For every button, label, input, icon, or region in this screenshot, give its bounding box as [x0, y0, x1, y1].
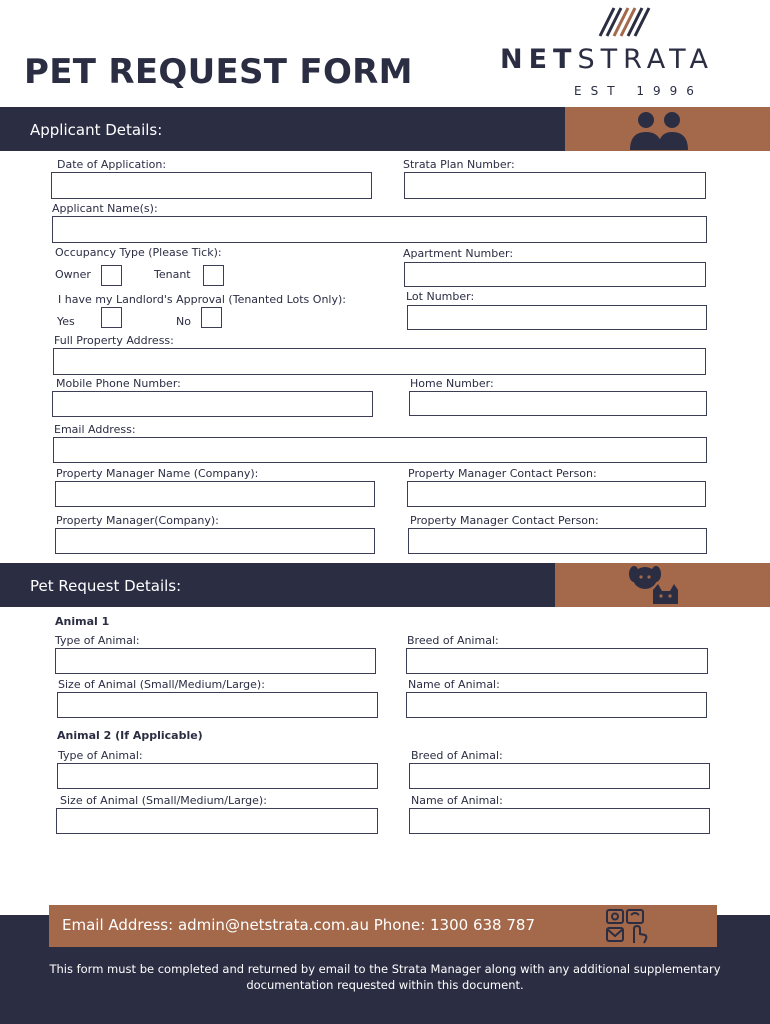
animal-2-size-field[interactable] — [56, 808, 378, 834]
pm-company-label: Property Manager(Company): — [56, 514, 219, 527]
footer-contact-text: Email Address: admin@netstrata.com.au Phone: 1300 638 787 — [62, 916, 535, 934]
landlord-no-checkbox[interactable] — [201, 307, 222, 328]
pet-section-title: Pet Request Details: — [30, 577, 182, 595]
applicant-names-field[interactable] — [52, 216, 707, 243]
animal-2-size-label: Size of Animal (Small/Medium/Large): — [60, 794, 267, 807]
applicant-section-title: Applicant Details: — [30, 121, 163, 139]
email-address-label: Email Address: — [54, 423, 136, 436]
animal-2-breed-label: Breed of Animal: — [411, 749, 503, 762]
dog-cat-icon — [627, 564, 679, 606]
animal-2-type-label: Type of Animal: — [58, 749, 143, 762]
pm-contact-person-field-2[interactable] — [408, 528, 707, 554]
animal-2-name-label: Name of Animal: — [411, 794, 503, 807]
lot-number-label: Lot Number: — [406, 290, 475, 303]
animal-1-name-field[interactable] — [406, 692, 707, 718]
home-number-label: Home Number: — [410, 377, 494, 390]
animal-1-type-field[interactable] — [55, 648, 376, 674]
animal-1-type-label: Type of Animal: — [55, 634, 140, 647]
no-label: No — [176, 315, 191, 328]
landlord-approval-label: I have my Landlord's Approval (Tenanted Lots Only): — [58, 293, 346, 306]
owner-checkbox[interactable] — [101, 265, 122, 286]
date-of-application-field[interactable] — [51, 172, 372, 199]
animal-1-size-label: Size of Animal (Small/Medium/Large): — [58, 678, 265, 691]
lot-number-field[interactable] — [407, 305, 707, 330]
owner-label: Owner — [55, 268, 91, 281]
pm-contact-person-label-2: Property Manager Contact Person: — [410, 514, 599, 527]
home-number-field[interactable] — [409, 391, 707, 416]
animal-1-name-label: Name of Animal: — [408, 678, 500, 691]
netstrata-logo-icon — [598, 6, 654, 38]
email-address-field[interactable] — [53, 437, 707, 463]
footer-note-line-2: documentation requested within this document. — [246, 978, 524, 992]
tenant-label: Tenant — [154, 268, 191, 281]
animal-1-heading: Animal 1 — [55, 615, 110, 628]
animal-2-name-field[interactable] — [409, 808, 710, 834]
mobile-phone-label: Mobile Phone Number: — [56, 377, 181, 390]
apartment-number-field[interactable] — [404, 262, 706, 287]
page-title: PET REQUEST FORM — [24, 52, 413, 92]
animal-2-heading: Animal 2 (If Applicable) — [57, 729, 203, 742]
company-tagline: EST 1996 — [574, 84, 703, 98]
landlord-yes-checkbox[interactable] — [101, 307, 122, 328]
contact-icon — [604, 907, 650, 945]
applicant-names-label: Applicant Name(s): — [52, 202, 158, 215]
yes-label: Yes — [57, 315, 75, 328]
apartment-number-label: Apartment Number: — [403, 247, 514, 260]
full-property-address-label: Full Property Address: — [54, 334, 174, 347]
mobile-phone-field[interactable] — [52, 391, 373, 417]
pm-company-field[interactable] — [55, 528, 375, 554]
pm-contact-person-label-1: Property Manager Contact Person: — [408, 467, 597, 480]
pm-name-company-field[interactable] — [55, 481, 375, 507]
occupancy-type-label: Occupancy Type (Please Tick): — [55, 246, 222, 259]
full-property-address-field[interactable] — [53, 348, 706, 375]
strata-plan-number-field[interactable] — [404, 172, 706, 199]
date-of-application-label: Date of Application: — [57, 158, 167, 171]
footer-note-line-1: This form must be completed and returned by email to the Strata Manager along with any additional supplementary — [49, 962, 721, 976]
animal-2-type-field[interactable] — [57, 763, 378, 789]
tenant-checkbox[interactable] — [203, 265, 224, 286]
people-icon — [624, 108, 694, 150]
animal-2-breed-field[interactable] — [409, 763, 710, 789]
strata-plan-number-label: Strata Plan Number: — [403, 158, 515, 171]
animal-1-breed-label: Breed of Animal: — [407, 634, 499, 647]
animal-1-breed-field[interactable] — [406, 648, 708, 674]
animal-1-size-field[interactable] — [57, 692, 378, 718]
pm-contact-person-field-1[interactable] — [407, 481, 706, 507]
company-logo-text: NETSTRATA — [500, 44, 715, 75]
pm-name-company-label: Property Manager Name (Company): — [56, 467, 259, 480]
